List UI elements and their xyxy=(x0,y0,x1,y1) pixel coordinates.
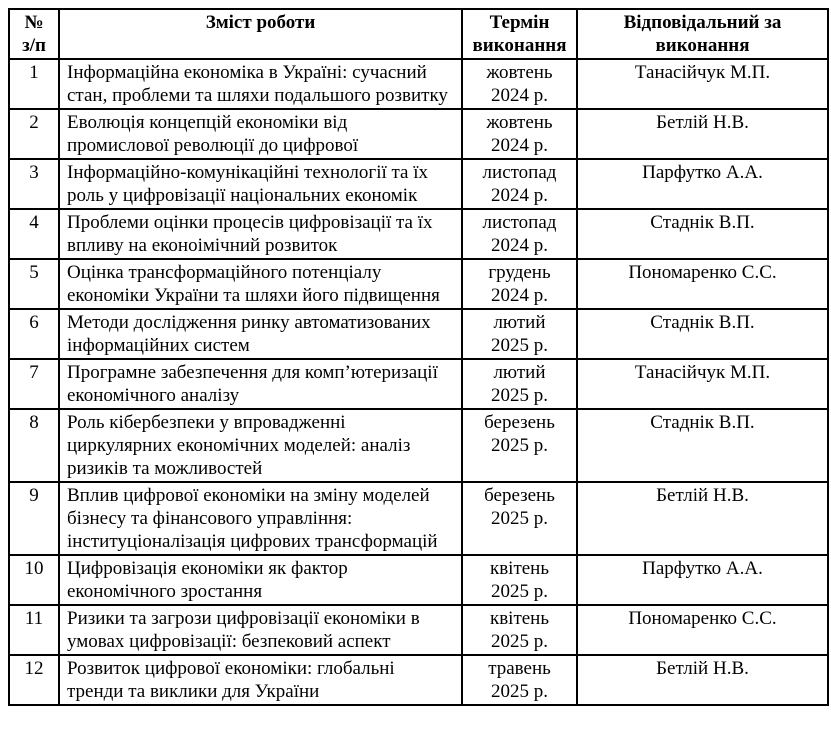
term-year: 2025 р. xyxy=(491,508,548,529)
responsible-cell: Стаднік В.П. xyxy=(577,309,828,359)
term-year: 2025 р. xyxy=(491,335,548,356)
header-number-line1: № xyxy=(24,12,44,33)
header-term-line2: виконання xyxy=(472,35,567,56)
work-content-cell: Цифровізація економіки як фактор економічного зростання xyxy=(59,555,462,605)
table-row xyxy=(9,109,828,159)
responsible-cell: Стаднік В.П. xyxy=(577,409,828,482)
term-year: 2024 р. xyxy=(491,85,548,106)
term-month: березень xyxy=(484,412,555,433)
term-cell xyxy=(462,209,577,259)
term-year: 2025 р. xyxy=(491,631,548,652)
term-year: 2025 р. xyxy=(491,581,548,602)
responsible-cell: Парфутко А.А. xyxy=(577,159,828,209)
row-number-cell: 5 xyxy=(9,259,59,309)
responsible-cell: Бетлій Н.В. xyxy=(577,109,828,159)
table-row xyxy=(9,209,828,259)
table-row xyxy=(9,605,828,655)
term-cell xyxy=(462,555,577,605)
work-content-cell: Програмне забезпечення для комп’ютеризації економічного аналізу xyxy=(59,359,462,409)
term-month: жовтень xyxy=(486,112,553,133)
term-month: листопад xyxy=(482,212,557,233)
term-month: травень xyxy=(488,658,551,679)
header-number-line2: з/п xyxy=(22,35,46,56)
term-cell xyxy=(462,159,577,209)
term-cell xyxy=(462,309,577,359)
term-cell xyxy=(462,482,577,555)
responsible-cell: Танасійчук М.П. xyxy=(577,359,828,409)
term-cell xyxy=(462,655,577,705)
header-term-line1: Термін xyxy=(489,12,550,33)
row-number-cell: 6 xyxy=(9,309,59,359)
term-cell xyxy=(462,109,577,159)
table-row xyxy=(9,159,828,209)
header-responsible-column xyxy=(577,9,828,59)
table-row xyxy=(9,555,828,605)
row-number-cell: 8 xyxy=(9,409,59,482)
work-content-cell: Оцінка трансформаційного потенціалу економіки України та шляхи його підвищення xyxy=(59,259,462,309)
work-plan-table xyxy=(8,8,829,706)
work-content-cell: Вплив цифрової економіки на зміну моделей бізнесу та фінансового управління: інституціоналізація цифрових трансформацій xyxy=(59,482,462,555)
term-year: 2025 р. xyxy=(491,435,548,456)
header-content-line1: Зміст роботи xyxy=(205,12,316,33)
term-cell xyxy=(462,359,577,409)
term-year: 2025 р. xyxy=(491,681,548,702)
row-number-cell: 7 xyxy=(9,359,59,409)
term-month: листопад xyxy=(482,162,557,183)
term-cell xyxy=(462,605,577,655)
term-month: квітень xyxy=(489,558,550,579)
responsible-cell: Бетлій Н.В. xyxy=(577,655,828,705)
table-row xyxy=(9,259,828,309)
responsible-cell: Пономаренко С.С. xyxy=(577,259,828,309)
table-row xyxy=(9,655,828,705)
row-number-cell: 1 xyxy=(9,59,59,109)
term-year: 2024 р. xyxy=(491,135,548,156)
header-number-column xyxy=(9,9,59,59)
row-number-cell: 10 xyxy=(9,555,59,605)
term-month: квітень xyxy=(489,608,550,629)
table-row xyxy=(9,482,828,555)
header-content-column xyxy=(59,9,462,59)
term-month: лютий xyxy=(493,312,546,333)
work-content-cell: Інформаційно-комунікаційні технології та їх роль у цифровізації національних економік xyxy=(59,159,462,209)
table-row xyxy=(9,409,828,482)
responsible-cell: Бетлій Н.В. xyxy=(577,482,828,555)
work-content-cell: Ризики та загрози цифровізації економіки в умовах цифровізації: безпековий аспект xyxy=(59,605,462,655)
row-number-cell: 3 xyxy=(9,159,59,209)
term-year: 2025 р. xyxy=(491,385,548,406)
header-responsible-line2: виконання xyxy=(655,35,750,56)
responsible-cell: Стаднік В.П. xyxy=(577,209,828,259)
term-cell xyxy=(462,59,577,109)
row-number-cell: 9 xyxy=(9,482,59,555)
row-number-cell: 11 xyxy=(9,605,59,655)
work-content-cell: Методи дослідження ринку автоматизованих інформаційних систем xyxy=(59,309,462,359)
work-content-cell: Розвиток цифрової економіки: глобальні тренди та виклики для України xyxy=(59,655,462,705)
term-cell xyxy=(462,409,577,482)
row-number-cell: 4 xyxy=(9,209,59,259)
term-month: лютий xyxy=(493,362,546,383)
term-month: грудень xyxy=(488,262,551,283)
term-cell xyxy=(462,259,577,309)
work-content-cell: Проблеми оцінки процесів цифровізації та їх впливу на еконоімічний розвиток xyxy=(59,209,462,259)
term-month: березень xyxy=(484,485,555,506)
term-month: жовтень xyxy=(486,62,553,83)
table-row xyxy=(9,309,828,359)
term-year: 2024 р. xyxy=(491,235,548,256)
work-content-cell: Інформаційна економіка в Україні: сучасний стан, проблеми та шляхи подальшого розвитку xyxy=(59,59,462,109)
term-year: 2024 р. xyxy=(491,285,548,306)
work-content-cell: Еволюція концепцій економіки від промислової революції до цифрової xyxy=(59,109,462,159)
work-content-cell: Роль кібербезпеки у впровадженні циркулярних економічних моделей: аналіз ризиків та можливостей xyxy=(59,409,462,482)
header-row xyxy=(9,9,828,59)
header-responsible-line1: Відповідальний за xyxy=(623,12,782,33)
row-number-cell: 2 xyxy=(9,109,59,159)
responsible-cell: Парфутко А.А. xyxy=(577,555,828,605)
responsible-cell: Пономаренко С.С. xyxy=(577,605,828,655)
row-number-cell: 12 xyxy=(9,655,59,705)
responsible-cell: Танасійчук М.П. xyxy=(577,59,828,109)
table-row xyxy=(9,359,828,409)
term-year: 2024 р. xyxy=(491,185,548,206)
table-row xyxy=(9,59,828,109)
header-term-column xyxy=(462,9,577,59)
